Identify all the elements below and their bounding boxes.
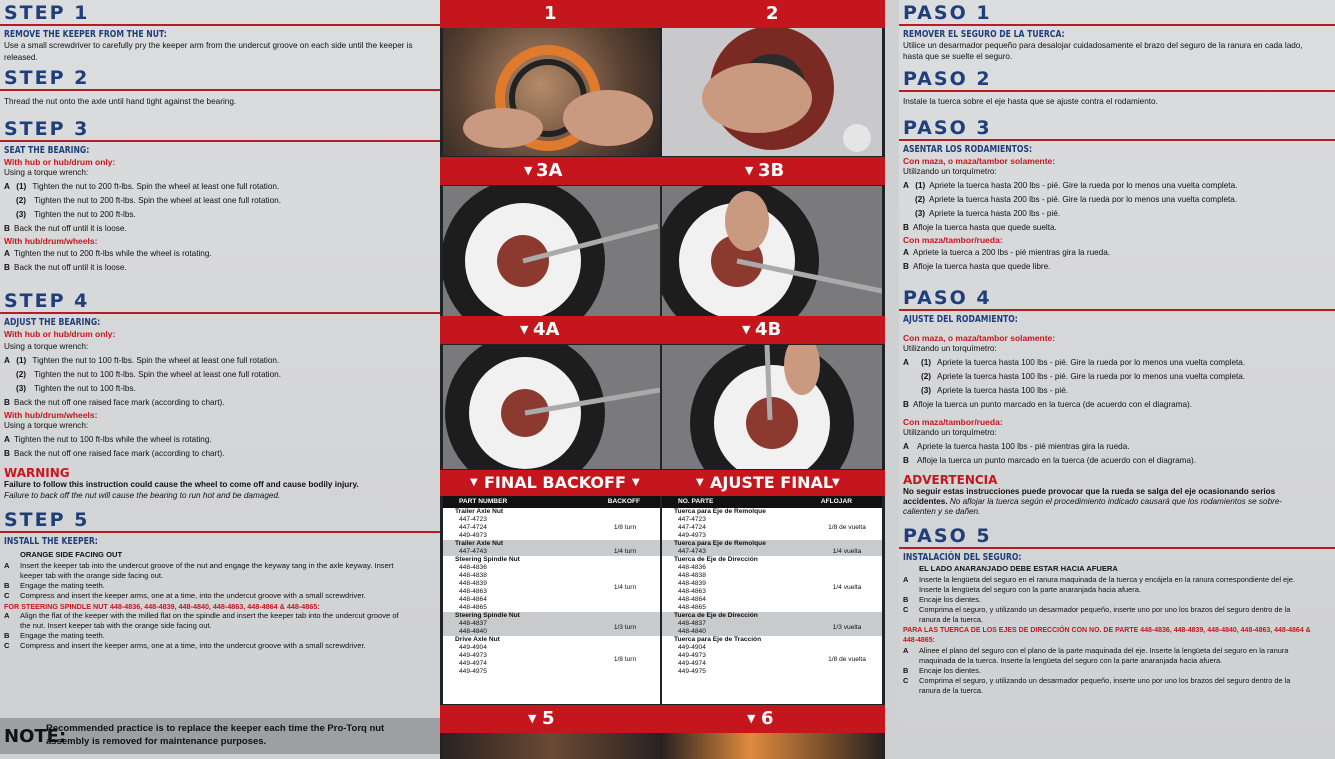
step3-wrench: Using a torque wrench: [4, 168, 89, 177]
advertencia-text: No seguir estas instrucciones puede provocar que la rueda se salga del eje ocasionando serios accidentes. No aflojar la tuerca según el procedimiento indicado causará que los rodamientos se sobre-calienten y se dañen. [903, 487, 1283, 516]
backoff-table-en-body [443, 508, 660, 676]
backoff-table-en [443, 496, 660, 704]
step5-b: B Engage the mating teeth. [4, 581, 105, 590]
col-backoff: BACKOFF [607, 498, 640, 505]
backoff-table-es [662, 496, 882, 704]
table-row [443, 556, 660, 612]
row-part-number: 447-4723 [678, 516, 706, 523]
paso5-orange-note: EL LADO ANARANJADO DEBE ESTAR HACIA AFUERA [919, 564, 1118, 573]
row-part-name: Trailer Axle Nut [455, 508, 504, 515]
row-part-number: 448-4838 [678, 572, 706, 579]
row-part-number: 448-4839 [459, 580, 487, 587]
table-row [662, 636, 882, 676]
paso3-b: B Afloje la tuerca hasta que quede suelta. [903, 223, 1057, 232]
row-part-number: 447-4724 [459, 524, 487, 531]
photo-3a-graphic [443, 186, 660, 316]
row-part-number: 449-4904 [459, 644, 487, 651]
backoff-table-es-body [662, 508, 882, 676]
row-part-number: 449-4973 [678, 652, 706, 659]
banner-row-5 [440, 705, 885, 733]
table-row [443, 508, 660, 540]
row-part-number: 448-4863 [678, 588, 706, 595]
arrow-5: ▼ [528, 712, 537, 725]
col-part-number: PART NUMBER [459, 498, 508, 505]
step3-a3: (3) Tighten the nut to 200 ft-lbs. [16, 210, 136, 219]
paso3-a3: (3) Apriete la tuerca hasta 200 lbs - pié. [915, 209, 1061, 218]
step4-a2: (2) Tighten the nut to 100 ft-lbs. Spin the wheel at least one full rotation. [16, 370, 281, 379]
step5-steering-heading: FOR STEERING SPINDLE NUT 448-4836, 448-4839, 448-4840, 448-4863, 448-4864 & 448-4865: [4, 602, 320, 611]
paso4-subtitle: AJUSTE DEL RODAMIENTO: [903, 314, 1018, 325]
row-part-name: Tuerca de Eje de Dirección [674, 556, 758, 563]
row-part-name: Tuerca de Eje de Dirección [674, 612, 758, 619]
step3-subtitle: SEAT THE BEARING: [4, 145, 90, 156]
row-part-number: 449-4975 [678, 668, 706, 675]
paso3-subtitle: ASENTAR LOS RODAMIENTOS: [903, 144, 1033, 155]
paso2-title: PASO 2 [899, 66, 1335, 92]
paso5-sc: C Comprima el seguro, y utilizando un desarmador pequeño, inserte uno por uno los brazos del seguro dentro de la ranura de la tuerca. [903, 676, 1291, 695]
arrow-4a: ▼ [520, 323, 529, 336]
step4-title: STEP 4 [0, 288, 440, 314]
row-backoff-value: 1/4 vuelta [832, 584, 862, 591]
step3-wb: B Back the nut off until it is loose. [4, 263, 127, 272]
photo-4b-graphic [662, 345, 882, 469]
paso1-text: Utilice un desarmador pequeño para desalojar cuidadosamente el brazo del seguro de la ranura en cada lado, hasta que se suelte el seguro. [903, 41, 1303, 61]
step1-text: Use a small screwdriver to carefully pry the keeper arm from the undercut groove on each side until the keeper is released. [4, 41, 413, 62]
row-part-number: 448-4840 [678, 628, 706, 635]
banner-row-3 [440, 157, 885, 185]
step5-title: STEP 5 [0, 507, 440, 533]
row-part-number: 449-4974 [459, 660, 487, 667]
warning-bold-text: Failure to follow this instruction could cause the wheel to come off and cause bodily injury. [4, 480, 359, 489]
arrow-fb-left: ▼ [470, 477, 478, 488]
row-backoff-value: 1/8 turn [613, 656, 637, 663]
advertencia-title: ADVERTENCIA [903, 473, 998, 487]
row-part-number: 448-4865 [678, 604, 706, 611]
photo-3a-torque [443, 186, 660, 316]
note-label: NOTE: [4, 726, 67, 747]
step4-wrench2: Using a torque wrench: [4, 421, 89, 430]
paso5-sb: B Encaje los dientes. [903, 666, 982, 675]
row-part-number: 448-4840 [459, 628, 487, 635]
label-5: 5 [542, 708, 555, 729]
paso1-subtitle: REMOVER EL SEGURO DE LA TUERCA: [903, 29, 1065, 40]
row-part-name: Trailer Axle Nut [455, 540, 504, 547]
step2-title: STEP 2 [0, 65, 440, 91]
paso5-steering-heading: PARA LAS TUERCA DE LOS EJES DE DIRECCIÓN CON NO. DE PARTE 448-4836, 448-4839, 448-4840, 448-4863, 448-4864 & 448-4865: [903, 627, 1311, 644]
photo-6 [662, 733, 882, 759]
table-row [662, 556, 882, 612]
english-column [0, 0, 440, 759]
arrow-af-left: ▼ [696, 477, 704, 488]
step4-hub-only: With hub or hub/drum only: [4, 329, 116, 339]
col-no-parte: NO. PARTE [678, 498, 714, 505]
photo-4b-adjust [662, 345, 882, 469]
warning-title: WARNING [4, 466, 70, 480]
row-part-number: 448-4864 [459, 596, 487, 603]
backoff-table-en-header [443, 496, 660, 508]
row-part-name: Tuerca para Eje de Tracción [674, 636, 762, 643]
banner-row-1 [440, 0, 885, 28]
step3-hub-only: With hub or hub/drum only: [4, 157, 116, 167]
label-1: 1 [544, 3, 557, 24]
row-part-name: Steering Spindle Nut [455, 612, 520, 619]
step4-a3: (3) Tighten the nut to 100 ft-lbs. [16, 384, 136, 393]
row-backoff-value: 1/8 de vuelta [828, 524, 866, 531]
row-part-number: 447-4743 [459, 548, 487, 555]
paso4-wrench: Utilizando un torquímetro: [903, 344, 997, 353]
paso2-text: Instale la tuerca sobre el eje hasta que se ajuste contra el rodamiento. [903, 97, 1158, 106]
step4-subtitle: ADJUST THE BEARING: [4, 317, 101, 328]
paso3-hub-only: Con maza, o maza/tambor solamente: [903, 156, 1056, 166]
row-part-name: Steering Spindle Nut [455, 556, 520, 563]
paso5-c: C Comprima el seguro, y utilizando un desarmador pequeño, inserte uno por uno los brazos del seguro dentro de la ranura de la tuerca. [903, 605, 1291, 624]
label-2: 2 [766, 3, 779, 24]
label-3a: 3A [536, 160, 563, 181]
row-part-number: 448-4837 [459, 620, 487, 627]
arrow-af-right: ▼ [832, 477, 840, 488]
paso4-wa: A Apriete la tuerca hasta 100 lbs - pié mientras gira la rueda. [903, 442, 1130, 451]
row-part-number: 447-4743 [678, 548, 706, 555]
row-part-number: 448-4839 [678, 580, 706, 587]
paso5-a: A Inserte la lengüeta del seguro en el ranura maquinada de la tuerca y encájela en la ranura correspondiente del eje. Inserte la lengüeta del seguro con la parte anaranjada hacia afuera. [903, 575, 1295, 594]
paso4-wrench2: Utilizando un torquímetro: [903, 428, 997, 437]
paso4-a2: (2) Apriete la tuerca hasta 100 lbs - pié. Gire la rueda por lo menos una vuelta completa. [921, 372, 1246, 381]
row-backoff-value: 1/8 de vuelta [828, 656, 866, 663]
photo-3b-torque [662, 186, 882, 316]
paso4-a1: A (1) Apriete la tuerca hasta 100 lbs - pié. Gire la rueda por lo menos una vuelta completa. [903, 358, 1246, 367]
photo-4a-graphic [443, 345, 660, 469]
row-part-number: 448-4864 [678, 596, 706, 603]
row-backoff-value: 1/4 turn [613, 548, 637, 555]
step4-wa: A Tighten the nut to 100 ft-lbs while the wheel is rotating. [4, 435, 212, 444]
arrow-3b: ▼ [745, 164, 754, 177]
step3-hub-wheels: With hub/drum/wheels: [4, 236, 98, 246]
row-backoff-value: 1/4 vuelta [832, 548, 862, 555]
table-row [662, 540, 882, 556]
photo-1-keeper-removal [443, 28, 660, 156]
step3-a1: A (1) Tighten the nut to 200 ft-lbs. Spin the wheel at least one full rotation. [4, 182, 280, 191]
paso5-sa: A Alinee el plano del seguro con el plano de la parte maquinada del eje. Inserte la lengüeta del seguro en la ranura maquinada de la tuerca. Inserte la lengüeta del seguro con la parte anaranjada hacia afuera. [903, 646, 1289, 665]
photo-3b-graphic [662, 186, 882, 316]
label-ajuste-final: AJUSTE FINAL [710, 473, 834, 492]
row-part-number: 448-4865 [459, 604, 487, 611]
warning-italic-text: Failure to back off the nut will cause the bearing to run hot and be damaged. [4, 491, 281, 500]
row-part-number: 448-4863 [459, 588, 487, 595]
paso4-wb: B Afloje la tuerca un punto marcado en la tuerca (de acuerdo con el diagrama). [903, 456, 1196, 465]
row-part-name: Tuerca para Eje de Remolque [674, 540, 766, 547]
row-part-name: Tuerca para Eje de Remolque [674, 508, 766, 515]
step3-title: STEP 3 [0, 116, 440, 142]
paso4-hub-only: Con maza, o maza/tambor solamente: [903, 333, 1056, 343]
row-part-number: 449-4904 [678, 644, 706, 651]
row-part-name: Drive Axle Nut [455, 636, 500, 643]
row-part-number: 449-4974 [678, 660, 706, 667]
table-row [662, 508, 882, 540]
table-row [443, 540, 660, 556]
banner-row-4 [440, 316, 885, 344]
label-final-backoff: FINAL BACKOFF [484, 473, 626, 492]
arrow-fb-right: ▼ [632, 477, 640, 488]
photo-1-graphic [443, 28, 660, 156]
paso3-a2: (2) Apriete la tuerca hasta 200 lbs - pié. Gire la rueda por lo menos una vuelta completa. [915, 195, 1238, 204]
row-part-number: 448-4836 [459, 564, 487, 571]
step4-hub-wheels: With hub/drum/wheels: [4, 410, 98, 420]
paso5-title: PASO 5 [899, 523, 1335, 549]
row-part-number: 447-4724 [678, 524, 706, 531]
table-row [443, 612, 660, 636]
label-3b: 3B [758, 160, 785, 181]
paso3-wb: B Afloje la tuerca hasta que quede libre. [903, 262, 1051, 271]
arrow-3a: ▼ [524, 164, 533, 177]
row-backoff-value: 1/3 vuelta [832, 624, 862, 631]
step4-wb: B Back the nut off one raised face mark (according to chart). [4, 449, 225, 458]
step3-a2: (2) Tighten the nut to 200 ft-lbs. Spin the wheel at least one full rotation. [16, 196, 281, 205]
step1-subtitle: REMOVE THE KEEPER FROM THE NUT: [4, 29, 167, 40]
photo-4a-adjust [443, 345, 660, 469]
label-4b: 4B [755, 319, 782, 340]
paso3-wa: A Apriete la tuerca a 200 lbs - pié mientras gira la rueda. [903, 248, 1111, 257]
step5-subtitle: INSTALL THE KEEPER: [4, 536, 98, 547]
row-part-number: 449-4973 [678, 532, 706, 539]
step2-text: Thread the nut onto the axle until hand tight against the bearing. [4, 97, 237, 106]
step5-sb: B Engage the mating teeth. [4, 631, 105, 640]
column-gap [885, 0, 899, 759]
paso4-title: PASO 4 [899, 285, 1335, 311]
row-part-number: 448-4838 [459, 572, 487, 579]
paso1-title: PASO 1 [899, 0, 1335, 26]
photo-2-graphic [662, 28, 882, 156]
label-4a: 4A [533, 319, 560, 340]
step5-sc: C Compress and insert the keeper arms, one at a time, into the undercut groove with a small screwdriver. [4, 641, 366, 650]
step1-title: STEP 1 [0, 0, 440, 26]
row-backoff-value: 1/4 turn [613, 584, 637, 591]
step3-b: B Back the nut off until it is loose. [4, 224, 127, 233]
row-part-number: 449-4975 [459, 668, 487, 675]
step5-a: A Insert the keeper tab into the undercut groove of the nut and engage the keyway tang in the axle keyway. Insert keeper tab with the orange side facing out. [4, 561, 394, 580]
paso4-b: B Afloje la tuerca un punto marcado en la tuerca (de acuerdo con el diagrama). [903, 400, 1192, 409]
arrow-6: ▼ [747, 712, 756, 725]
col-aflojar: AFLOJAR [820, 498, 852, 505]
table-row [443, 636, 660, 676]
photo-5 [443, 733, 660, 759]
row-part-number: 449-4973 [459, 532, 487, 539]
row-part-number: 447-4723 [459, 516, 487, 523]
paso3-a1: A (1) Apriete la tuerca hasta 200 lbs - pié. Gire la rueda por lo menos una vuelta completa. [903, 181, 1238, 190]
step5-c: C Compress and insert the keeper arms, one at a time, into the undercut groove with a small screwdriver. [4, 591, 366, 600]
row-backoff-value: 1/3 turn [613, 624, 637, 631]
row-part-number: 448-4837 [678, 620, 706, 627]
paso3-wrench: Utilizando un torquímetro: [903, 167, 997, 176]
banner-final [440, 470, 885, 496]
table-row [662, 612, 882, 636]
label-6: 6 [761, 708, 774, 729]
step4-wrench: Using a torque wrench: [4, 342, 89, 351]
step5-sa: A Align the flat of the keeper with the milled flat on the spindle and insert the keeper tab into the undercut groove of the nut. Insert keeper tab with the orange side facing out. [4, 611, 399, 630]
row-part-number: 449-4973 [459, 652, 487, 659]
paso5-b: B Encaje los dientes. [903, 595, 982, 604]
step4-b: B Back the nut off one raised face mark (according to chart). [4, 398, 225, 407]
arrow-4b: ▼ [742, 323, 751, 336]
row-backoff-value: 1/8 turn [613, 524, 637, 531]
step5-orange-note: ORANGE SIDE FACING OUT [20, 550, 123, 559]
note-box [0, 718, 440, 754]
step4-a1: A (1) Tighten the nut to 100 ft-lbs. Spin the wheel at least one full rotation. [4, 356, 280, 365]
photo-column [440, 0, 885, 759]
paso4-a3: (3) Apriete la tuerca hasta 100 lbs - pié. [921, 386, 1069, 395]
paso4-hub-wheels: Con maza/tambor/rueda: [903, 417, 1003, 427]
backoff-table-es-header [662, 496, 882, 508]
spanish-column [899, 0, 1335, 759]
paso3-title: PASO 3 [899, 115, 1335, 141]
step3-wa: A Tighten the nut to 200 ft-lbs while the wheel is rotating. [4, 249, 212, 258]
paso3-hub-wheels: Con maza/tambor/rueda: [903, 235, 1003, 245]
note-text: Recommended practice is to replace the keeper each time the Pro-Torq nut assembly is removed for maintenance purposes. [46, 723, 385, 747]
row-part-number: 448-4836 [678, 564, 706, 571]
paso5-subtitle: INSTALACIÓN DEL SEGURO: [903, 552, 1022, 563]
photo-2-thread-nut [662, 28, 882, 156]
